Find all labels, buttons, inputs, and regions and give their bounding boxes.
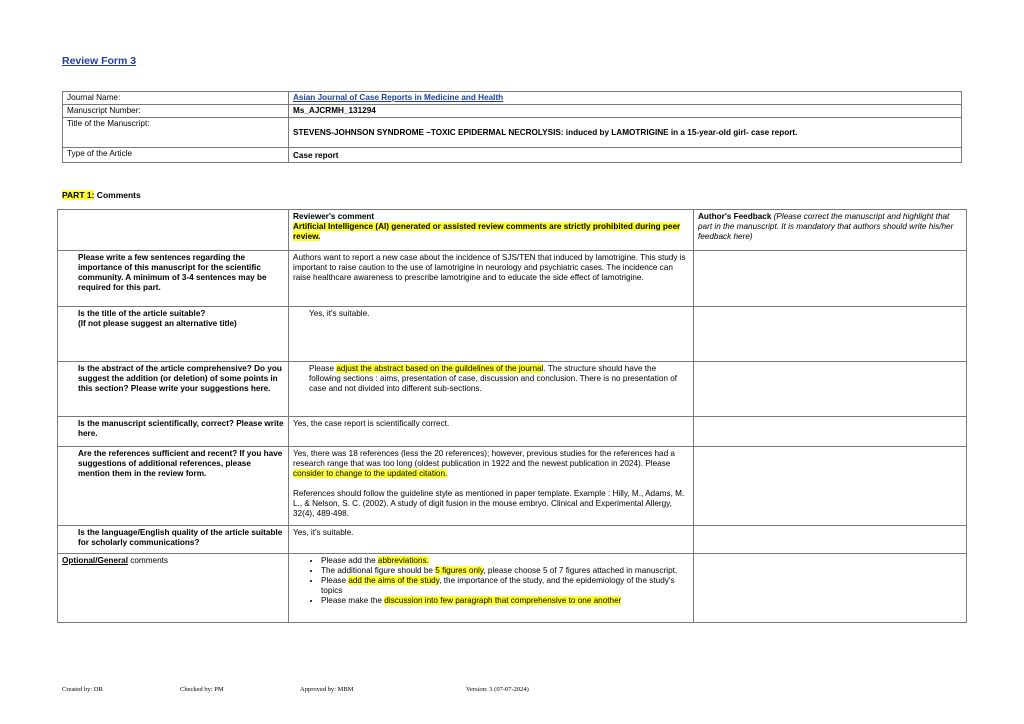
author-feedback-cell[interactable] (694, 526, 967, 554)
bullet-text: Please (321, 576, 349, 585)
optional-comments-list (289, 554, 694, 623)
bullet-text: , the importance of the study, and the epidemiology of the study's topics (321, 576, 675, 595)
comments-table (57, 209, 967, 623)
article-type-row (63, 148, 962, 163)
manuscript-number-label: Manuscript Number: (63, 105, 289, 118)
question-title: Is the title of the article suitable? (If not please suggest an alternative title) (58, 307, 289, 362)
answer-importance: Authors want to report a new case about the incidence of SJS/TEN that induced by lamotrigine. This study is important to raise caution to the use of lamotrigine in neurology and psychiatric cases. The incidence can raise healthcare awareness to prescribe lamotrigine and to educate the side effect of lamotrigine. (289, 251, 694, 307)
answer-references-highlight: consider to change to the updated citation. (293, 469, 448, 478)
answer-abstract-highlight: adjust the abstract based on the guildelines of the journal (336, 364, 544, 373)
table-row (58, 251, 967, 307)
question-language: Is the language/English quality of the article suitable for scholarly communications? (58, 526, 289, 554)
question-references: Are the references sufficient and recent? If you have suggestions of additional references, please mention them in the review form. (58, 447, 289, 526)
bullet-text: , please choose 5 of 7 figures attached in manuscript. (483, 566, 678, 575)
part1-label: PART 1: (62, 190, 95, 200)
journal-label: Journal Name: (63, 92, 289, 105)
optional-comments-label (58, 554, 289, 623)
author-header (694, 210, 967, 251)
table-row (58, 362, 967, 417)
author-feedback-cell[interactable] (694, 447, 967, 526)
manuscript-number-value: Ms_AJCRMH_131294 (289, 105, 962, 118)
list-item (321, 566, 689, 576)
answer-abstract-pre: Please (309, 364, 337, 373)
footer-created: Created by: DR (62, 686, 103, 693)
author-feedback-cell[interactable] (694, 554, 967, 623)
reviewer-header (289, 210, 694, 251)
list-item (321, 576, 689, 596)
author-feedback-cell[interactable] (694, 251, 967, 307)
comments-suffix: comments (127, 556, 169, 565)
ai-warning: Artificial Intelligence (AI) generated or assisted review comments are strictly prohibited during peer review. (293, 222, 681, 241)
answer-references-text: Yes, there was 18 references (less the 20 references); however, previous studies for the references had a research range that was too long (oldest publication in 1922 and the newest publication in 2024). Please (293, 449, 675, 468)
footer-approved: Approved by: MBM (300, 686, 354, 693)
article-type-value: Case report (289, 148, 962, 163)
answer-scientific: Yes, the case report is scientifically correct. (289, 417, 694, 447)
answer-title: Yes, it's suitable. (289, 307, 694, 362)
author-title: Author's Feedback (698, 212, 772, 221)
answer-abstract-post: . The structure should have the following sections : aims, presentation of case, discussion and conclusion. There is no presentation of case and not divided into different sub-sections. (309, 364, 678, 393)
manuscript-title-row (63, 118, 962, 148)
answer-references-style: References should follow the guideline style as mentioned in paper template. Example : Hilly, M., Adams, M. L., & Nelson, S. C. (2002). A study of digit fusion in the mouse embryo. Clinical and Experimental Allergy, 32(4), 489-498. (293, 489, 685, 518)
manuscript-info-table (62, 91, 962, 163)
article-type-label: Type of the Article (63, 148, 289, 163)
table-row (58, 307, 967, 362)
header-blank (58, 210, 289, 251)
review-form-title: Review Form 3 (62, 55, 137, 67)
question-importance: Please write a few sentences regarding the importance of this manuscript for the scientific community. A minimum of 3-4 sentences may be required for this part. (58, 251, 289, 307)
answer-language: Yes, it's suitable. (289, 526, 694, 554)
bullet-highlight: abbreviations. (377, 556, 429, 565)
list-item (321, 596, 689, 606)
journal-row (63, 92, 962, 105)
table-row (58, 447, 967, 526)
table-row (58, 417, 967, 447)
answer-abstract (289, 362, 694, 417)
table-row (58, 554, 967, 623)
author-feedback-cell[interactable] (694, 307, 967, 362)
part1-heading (62, 190, 141, 200)
question-scientific: Is the manuscript scientifically, correct? Please write here. (58, 417, 289, 447)
bullet-highlight: discussion into few paragraph that comprehensive to one another (384, 596, 622, 605)
header-row (58, 210, 967, 251)
part1-suffix: Comments (94, 190, 141, 200)
manuscript-title-label: Title of the Manuscript: (63, 118, 289, 148)
footer-checked: Checked by: PM (180, 686, 224, 693)
author-feedback-cell[interactable] (694, 417, 967, 447)
bullet-highlight: 5 figures only (435, 566, 484, 575)
author-feedback-cell[interactable] (694, 362, 967, 417)
bullet-highlight: add the aims of the study (348, 576, 440, 585)
reviewer-title: Reviewer's comment (293, 212, 375, 221)
bullet-text: The additional figure should be (321, 566, 436, 575)
answer-references (289, 447, 694, 526)
author-note: (Please correct the manuscript and highlight that part in the manuscript. It is mandatory that authors should write his/her feedback here) (698, 212, 954, 241)
manuscript-number-row (63, 105, 962, 118)
footer-version: Version: 3 (07-07-2024) (466, 686, 529, 693)
bullet-text: Please make the (321, 596, 385, 605)
manuscript-title-value: STEVENS-JOHNSON SYNDROME –TOXIC EPIDERMAL NECROLYSIS: induced by LAMOTRIGINE in a 15-year-old girl- case report. (289, 118, 962, 148)
question-abstract: Is the abstract of the article comprehensive? Do you suggest the addition (or deletion) of some points in this section? Please write your suggestions here. (58, 362, 289, 417)
list-item (321, 556, 689, 566)
table-row (58, 526, 967, 554)
journal-link[interactable]: Asian Journal of Case Reports in Medicine and Health (293, 93, 504, 102)
optional-general-label: Optional/General (62, 556, 128, 565)
bullet-text: Please add the (321, 556, 378, 565)
